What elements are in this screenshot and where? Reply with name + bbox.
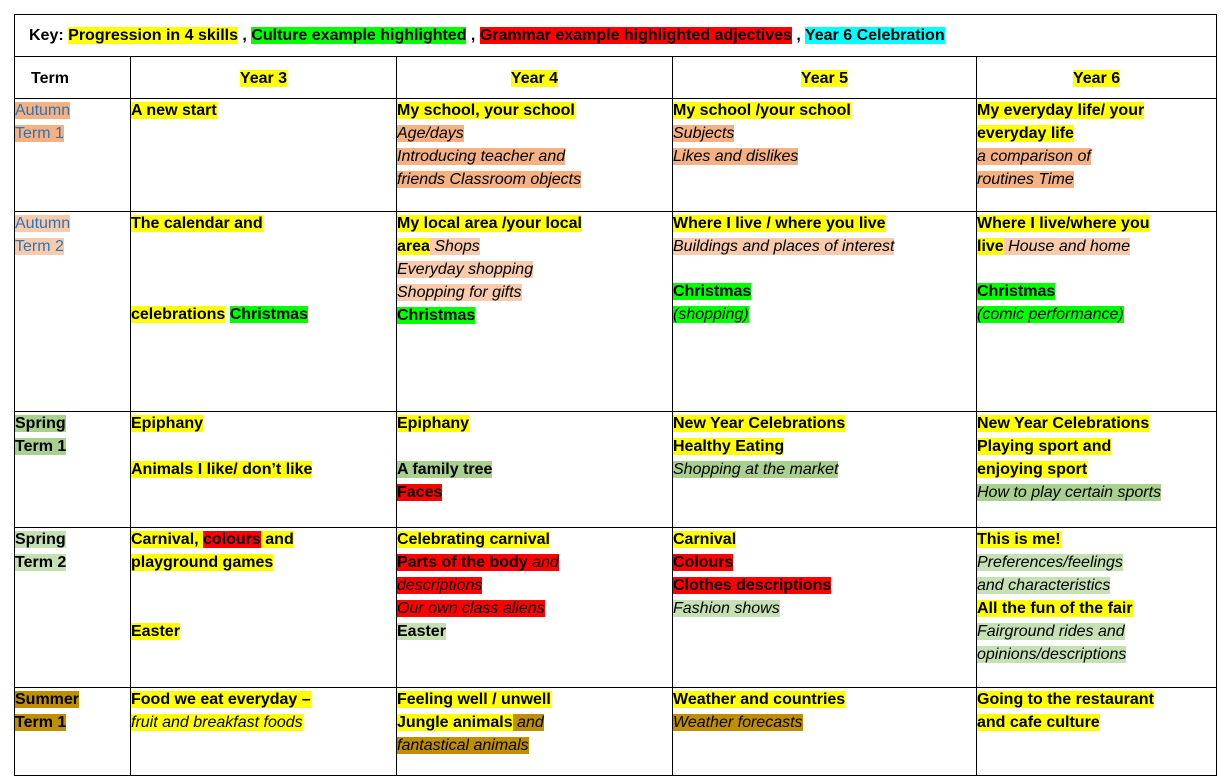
term-header: Term [15, 57, 131, 99]
topic-title: My everyday life/ your [977, 102, 1145, 119]
topic-detail: fantastical [397, 737, 470, 754]
topic-title: Weather and countries [673, 691, 846, 708]
year-3-header [131, 57, 397, 99]
key-separator: , [466, 27, 480, 44]
year-6-label: Year 6 [1072, 70, 1121, 87]
cell-y3-autumn-1 [131, 99, 397, 212]
topic-title: Celebrating carnival [397, 531, 550, 548]
grammar-highlight: Our own class aliens [397, 600, 545, 617]
topic-title: Jungle animals [397, 714, 513, 731]
culture-highlight: (comic performance) [977, 306, 1124, 323]
cell-y5-autumn-2 [673, 212, 977, 412]
topic-title: Carnival, [131, 531, 204, 548]
topic-title: area [397, 238, 430, 255]
topic-title: Epiphany [131, 415, 204, 432]
topic-title: This is me! [977, 531, 1061, 548]
topic-title: A new start [131, 102, 217, 119]
topic-title: playground games [131, 554, 274, 571]
cell-y4-spring-1 [397, 412, 673, 528]
key-cell [15, 15, 1217, 57]
key-separator: , [791, 27, 805, 44]
cell-y6-autumn-1 [977, 99, 1217, 212]
topic-detail: Shopping for gifts [397, 284, 522, 301]
year-3-label: Year 3 [239, 70, 288, 87]
key-grammar: Grammar example highlighted adjectives [479, 27, 792, 44]
grammar-highlight: and [527, 554, 559, 571]
culture-highlight: Christmas [673, 283, 752, 300]
topic-title: Easter [397, 623, 446, 640]
topic-title: live [977, 238, 1004, 255]
topic-title: and [260, 531, 294, 548]
topic-detail: Age/days [397, 125, 464, 142]
cell-y3-autumn-2 [131, 212, 397, 412]
key-row [15, 15, 1217, 57]
topic-detail: Subjects [673, 125, 735, 142]
topic-title: Feeling well / unwell [397, 691, 551, 708]
table-row [15, 99, 1217, 212]
cell-y5-spring-2 [673, 528, 977, 688]
term-label: Spring [15, 415, 66, 432]
cell-y4-autumn-2 [397, 212, 673, 412]
topic-detail: How to play certain sports [977, 484, 1162, 501]
cell-y5-autumn-1 [673, 99, 977, 212]
term-label: Autumn [15, 215, 71, 232]
topic-title: The calendar and [131, 215, 263, 232]
cell-y4-summer-1 [397, 688, 673, 776]
table-row [15, 528, 1217, 688]
term-autumn-2 [15, 212, 131, 412]
cell-y6-autumn-2 [977, 212, 1217, 412]
term-label: Term 2 [15, 238, 64, 255]
grammar-highlight: colours [203, 531, 261, 548]
topic-title: Easter [131, 623, 180, 640]
cell-y3-summer-1 [131, 688, 397, 776]
cell-y6-spring-2 [977, 528, 1217, 688]
cell-y3-spring-2 [131, 528, 397, 688]
topic-detail: Fairground rides and [977, 623, 1125, 640]
term-spring-2 [15, 528, 131, 688]
key-skills: Progression in 4 skills [68, 27, 238, 44]
cell-y3-spring-1 [131, 412, 397, 528]
topic-title: All the fun of the fair [977, 600, 1133, 617]
culture-highlight: (shopping) [673, 306, 749, 323]
term-label: Term 1 [15, 438, 67, 455]
year-5-header [673, 57, 977, 99]
grammar-highlight: Clothes descriptions [673, 577, 832, 594]
culture-highlight: Christmas [397, 307, 476, 324]
year-4-label: Year 4 [510, 70, 559, 87]
key-culture: Culture example highlighted [251, 27, 467, 44]
term-label: Summer [15, 691, 80, 708]
topic-title: Where I live/where you [977, 215, 1150, 232]
topic-title: Going to the restaurant [977, 691, 1154, 708]
topic-detail: friends [397, 171, 446, 188]
grammar-highlight: descriptions [397, 577, 483, 594]
topic-title: enjoying sport [977, 461, 1088, 478]
culture-highlight: Christmas [229, 306, 308, 323]
topic-title: Healthy Eating [673, 438, 785, 455]
grammar-highlight: Colours [673, 554, 734, 571]
topic-detail: Shops [429, 238, 480, 255]
topic-detail: Introducing teacher and [397, 148, 566, 165]
topic-detail: Weather forecasts [673, 714, 803, 731]
topic-detail: Everyday shopping [397, 261, 534, 278]
topic-title: Playing sport and [977, 438, 1112, 455]
cell-y4-spring-2 [397, 528, 673, 688]
table-row [15, 412, 1217, 528]
topic-title: celebrations [131, 306, 226, 323]
term-label: Spring [15, 531, 66, 548]
cell-y6-summer-1 [977, 688, 1217, 776]
cell-y4-autumn-1 [397, 99, 673, 212]
term-spring-1 [15, 412, 131, 528]
topic-detail: Classroom objects [445, 171, 582, 188]
culture-highlight: Christmas [977, 283, 1056, 300]
term-label: Term 1 [15, 714, 67, 731]
topic-detail: Buildings and places of interest [673, 238, 895, 255]
topic-detail: Preferences/feelings [977, 554, 1123, 571]
term-label: Autumn [15, 102, 71, 119]
grammar-highlight: Parts of the body [397, 554, 528, 571]
curriculum-table [14, 14, 1217, 776]
header-row [15, 57, 1217, 99]
topic-detail: Fashion shows [673, 600, 780, 617]
table-row [15, 212, 1217, 412]
topic-detail: and characteristics [977, 577, 1111, 594]
topic-detail: and [512, 714, 544, 731]
topic-title: Where I live / where you live [673, 215, 886, 232]
term-summer-1 [15, 688, 131, 776]
topic-title: A family tree [397, 461, 493, 478]
year-4-header [397, 57, 673, 99]
topic-title: Food we eat everyday – [131, 691, 311, 708]
topic-title: everyday life [977, 125, 1074, 142]
year-6-header [977, 57, 1217, 99]
topic-title: Animals I like/ don’t like [131, 461, 313, 478]
year-5-label: Year 5 [800, 70, 849, 87]
key-label: Key: [29, 27, 64, 44]
topic-title: Carnival [673, 531, 737, 548]
topic-title: New Year Celebrations [673, 415, 846, 432]
topic-title: My school /your school [673, 102, 851, 119]
topic-title: My local area /your local [397, 215, 582, 232]
table-row [15, 688, 1217, 776]
term-label: Term 1 [15, 125, 64, 142]
topic-detail: Time [1033, 171, 1074, 188]
cell-y5-summer-1 [673, 688, 977, 776]
topic-detail: animals [469, 737, 529, 754]
topic-detail: Likes and dislikes [673, 148, 799, 165]
topic-detail: Shopping at the market [673, 461, 839, 478]
topic-detail: routines [977, 171, 1034, 188]
term-label: Term 2 [15, 554, 67, 571]
topic-title: Epiphany [397, 415, 470, 432]
topic-detail: and breakfast foods [157, 714, 303, 731]
topic-detail: a comparison of [977, 148, 1091, 165]
term-autumn-1 [15, 99, 131, 212]
topic-detail: opinions/descriptions [977, 646, 1127, 663]
topic-detail: fruit [131, 714, 158, 731]
key-celebration: Year 6 Celebration [804, 27, 945, 44]
key-separator: , [237, 27, 252, 44]
cell-y6-spring-1 [977, 412, 1217, 528]
topic-detail: House and home [1003, 238, 1130, 255]
topic-title: New Year Celebrations [977, 415, 1150, 432]
cell-y5-spring-1 [673, 412, 977, 528]
topic-title: My school, your school [397, 102, 575, 119]
topic-title: and cafe culture [977, 714, 1100, 731]
grammar-highlight: Faces [397, 484, 443, 501]
